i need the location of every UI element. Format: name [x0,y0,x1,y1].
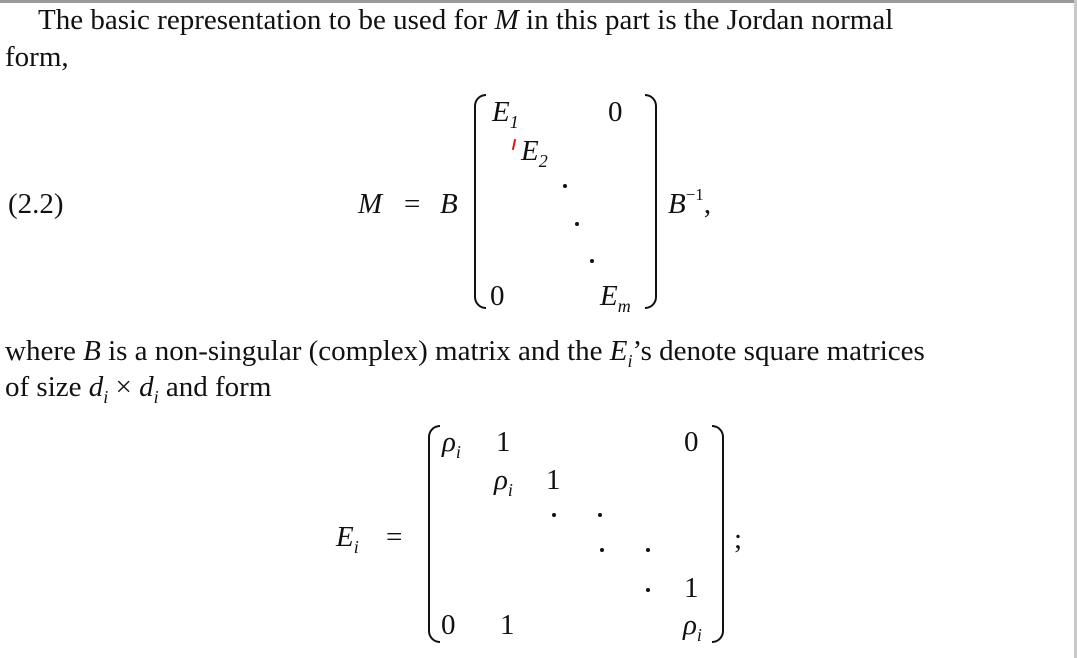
ei-r1-rho: $\rho_i$ [442,426,461,462]
ei-r1-zero: 0 [684,426,699,458]
block-Em: $E_m$ [600,280,631,316]
diagonal-dot [563,184,567,188]
diagonal-dot [575,222,579,226]
matrix-left-bracket [474,94,486,309]
ei-dot [646,588,650,592]
block-bottom-left-zero: 0 [490,280,505,312]
ei-bottom-rho: $\rho_i$ [683,609,702,645]
diagonal-dot [590,259,594,263]
block-top-right-zero: 0 [608,96,623,128]
ei-last-one: 1 [684,572,699,604]
matrix-right-bracket [645,94,657,309]
ei-bottom-zero: 0 [441,609,456,641]
red-annotation-mark [512,139,516,150]
ei-bottom-one: 1 [500,609,515,641]
paragraph-2-line-1: where B is a non-singular (complex) matrix and the $E_i’s$ denote square matrices [5,335,925,371]
paragraph-1-line-1: The basic representation to be used for M in this part is the Jordan normal [38,4,894,36]
top-border [0,0,1077,3]
ei-dot [600,548,604,552]
equation-right-factor-Binv: $B^{-1}$, [668,185,712,220]
block-E2: $E_2$ [521,135,548,171]
ei-equals: = [386,521,403,553]
ei-r1-one: 1 [496,426,511,458]
block-E1: $E_1$ [492,96,519,132]
equation-number: (2.2) [8,188,64,220]
ei-left-bracket [428,425,440,643]
equation-equals: = [404,188,421,220]
equation-left-factor-B: B [440,188,458,220]
ei-semicolon: ; [734,523,743,555]
ei-lhs: $E_i$ [336,521,359,557]
ei-r2-one: 1 [546,464,561,496]
paragraph-2-line-2: of size $d_i \times d_i$ and form [5,371,272,407]
ei-dot [552,513,556,517]
paragraph-1-line-2: form, [5,41,69,73]
ei-dot [598,513,602,517]
ei-r2-rho: $\rho_i$ [494,464,513,500]
ei-dot [646,548,650,552]
equation-lhs-M: M [358,188,383,220]
ei-right-bracket [712,425,724,643]
